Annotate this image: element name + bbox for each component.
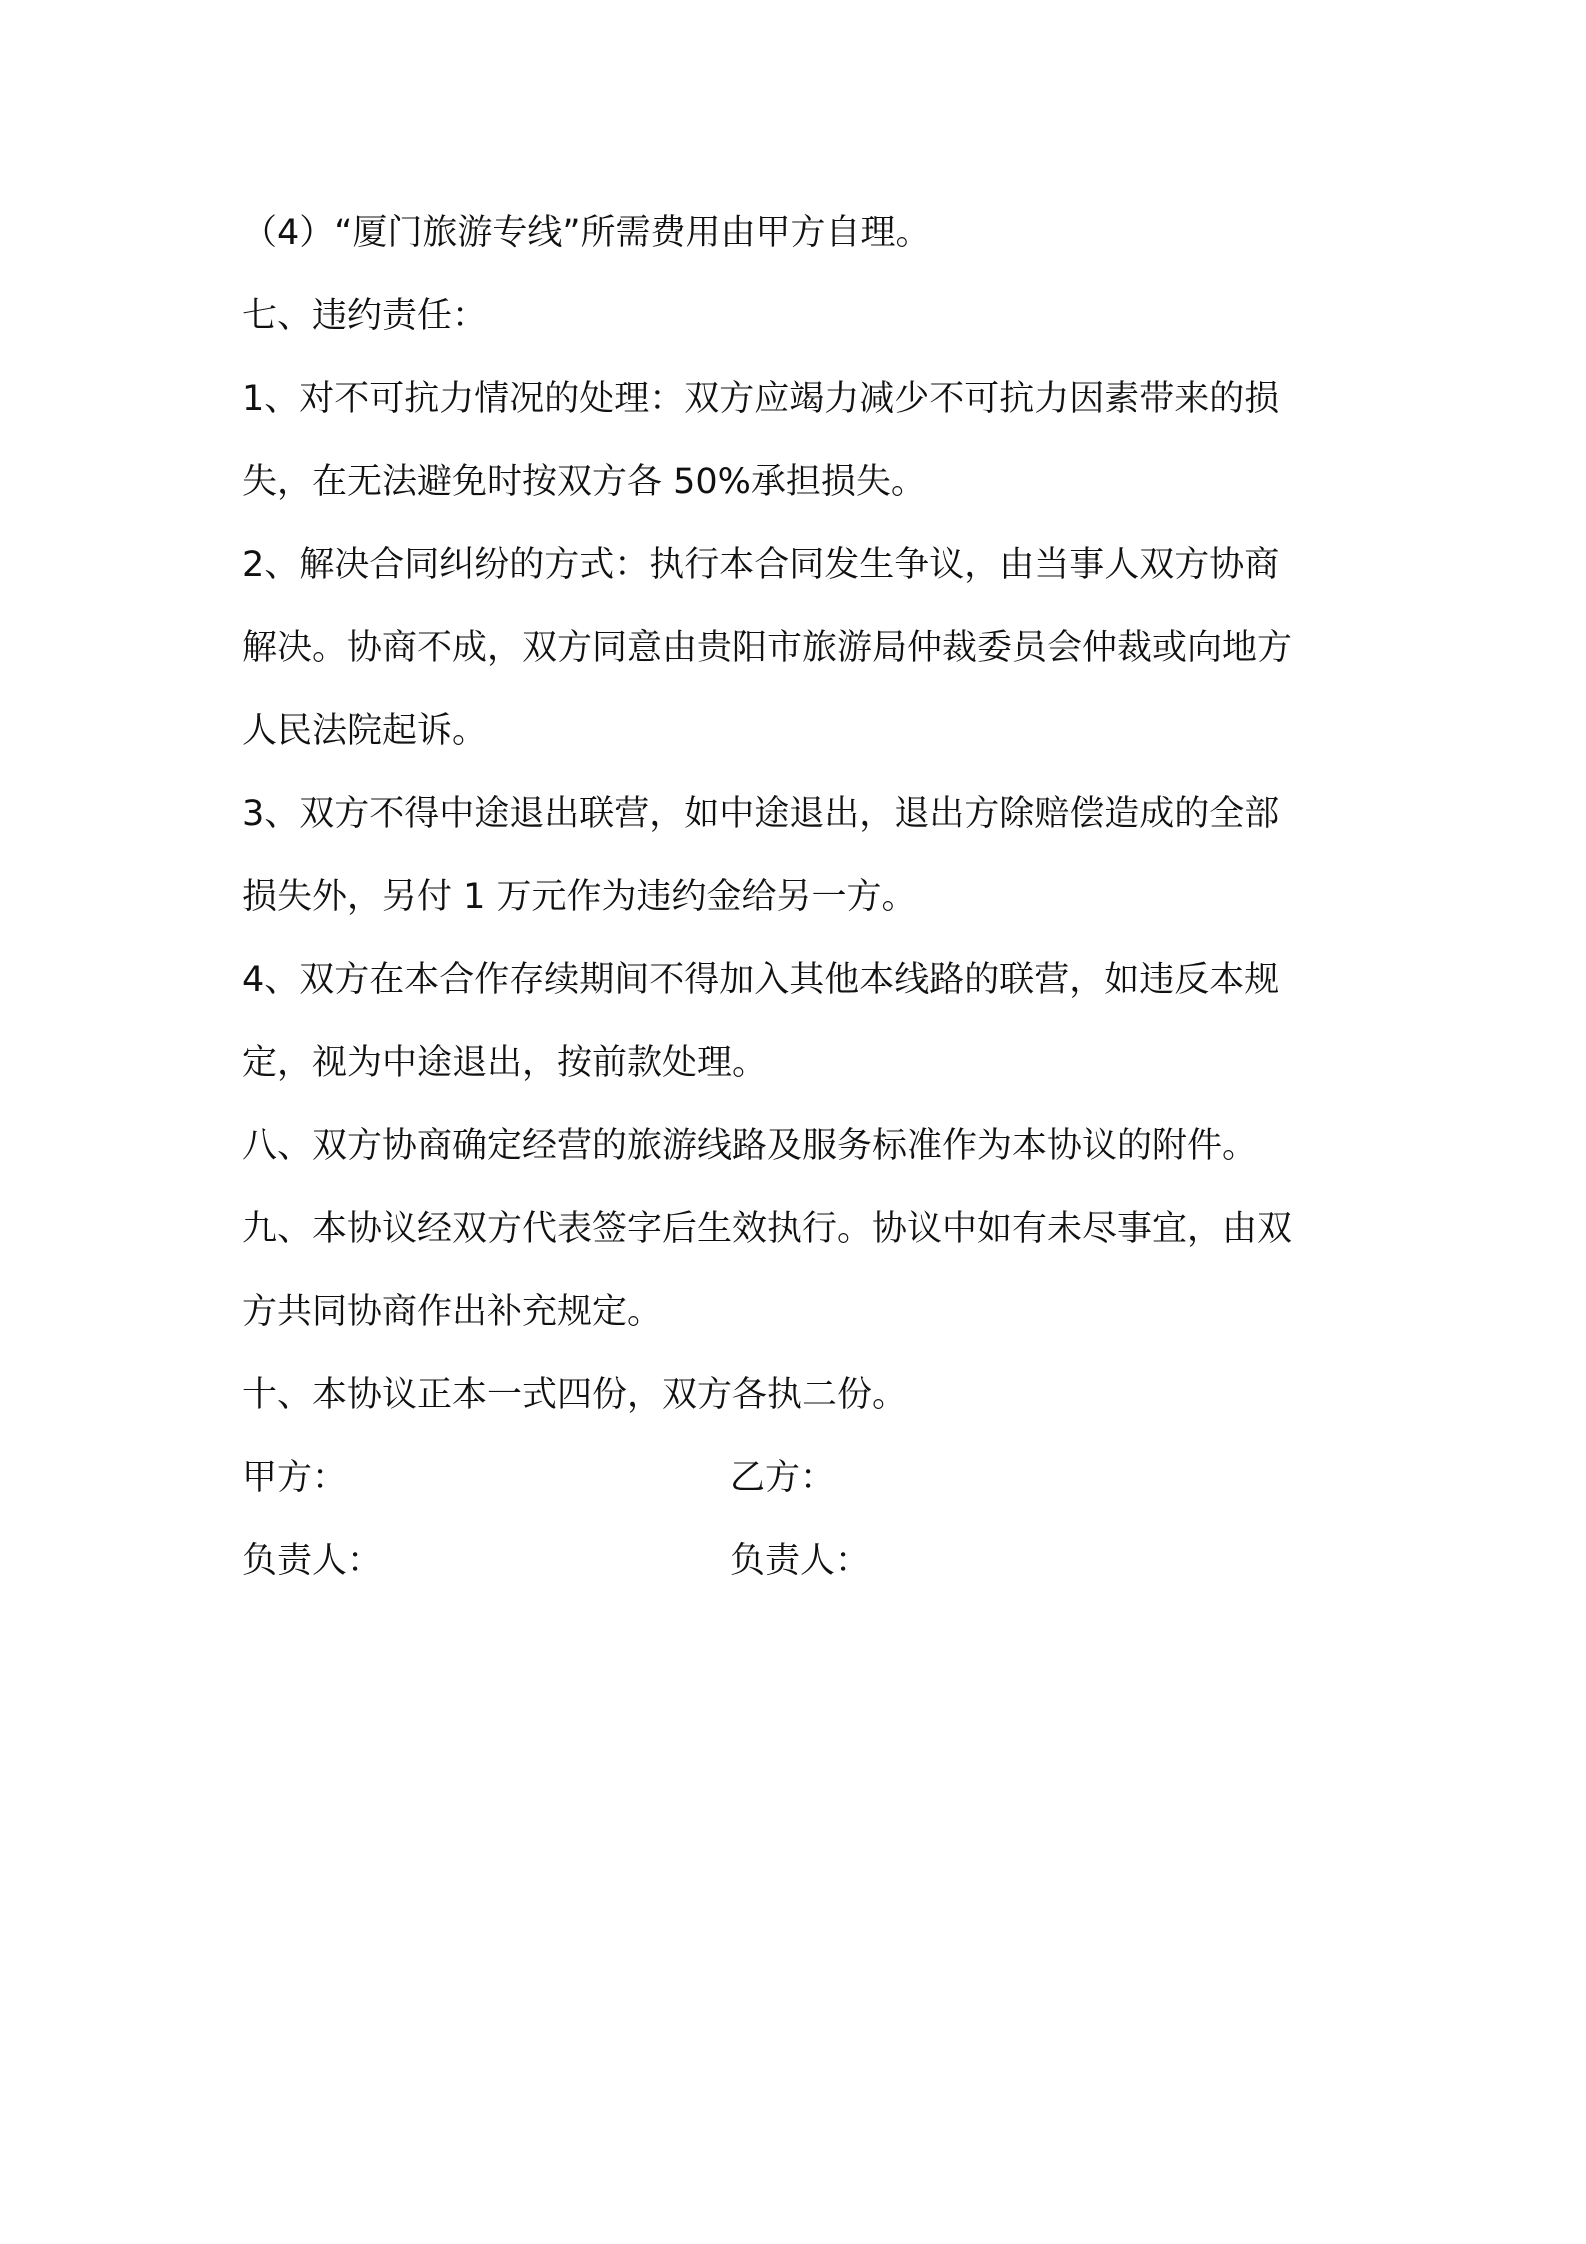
party-b-label: 乙方：: [730, 1458, 836, 1498]
clause-1-force-majeure-line-1: 1、对不可抗力情况的处理：双方应竭力减少不可抗力因素带来的损: [242, 379, 1280, 419]
clause-4-travel-line-expense: （4）“厦门旅游专线”所需费用由甲方自理。: [242, 213, 931, 253]
clause-3-withdrawal-line-1: 3、双方不得中途退出联营，如中途退出，退出方除赔偿造成的全部: [242, 794, 1280, 834]
clause-4-exclusivity-line-1: 4、双方在本合作存续期间不得加入其他本线路的联营，如违反本规: [242, 960, 1280, 1000]
document-body: [242, 192, 1352, 1603]
party-b-leader-label: 负责人：: [730, 1541, 871, 1581]
clause-4-exclusivity-line-2: 定，视为中途退出，按前款处理。: [242, 1043, 768, 1083]
section-9-effectiveness-line-2: 方共同协商作出补充规定。: [242, 1292, 663, 1332]
clause-2-dispute-line-3: 人民法院起诉。: [242, 711, 488, 751]
section-7-heading: 七、违约责任：: [242, 296, 488, 336]
party-a-leader-label: 负责人：: [242, 1541, 383, 1581]
leader-signature-row: [242, 1520, 1352, 1603]
clause-1-force-majeure-line-2: 失，在无法避免时按双方各 50%承担损失。: [242, 462, 926, 502]
section-10-copies: 十、本协议正本一式四份，双方各执二份。: [242, 1375, 908, 1415]
section-8-appendix: 八、双方协商确定经营的旅游线路及服务标准作为本协议的附件。: [242, 1126, 1258, 1166]
clause-2-dispute-line-1: 2、解决合同纠纷的方式：执行本合同发生争议，由当事人双方协商: [242, 545, 1280, 585]
clause-2-dispute-line-2: 解决。协商不成，双方同意由贵阳市旅游局仲裁委员会仲裁或向地方: [242, 628, 1293, 668]
clause-3-withdrawal-line-2: 损失外，另付 1 万元作为违约金给另一方。: [242, 877, 917, 917]
party-a-label: 甲方：: [242, 1458, 348, 1498]
party-signature-row: [242, 1437, 1352, 1520]
section-9-effectiveness-line-1: 九、本协议经双方代表签字后生效执行。协议中如有未尽事宜，由双: [242, 1209, 1293, 1249]
